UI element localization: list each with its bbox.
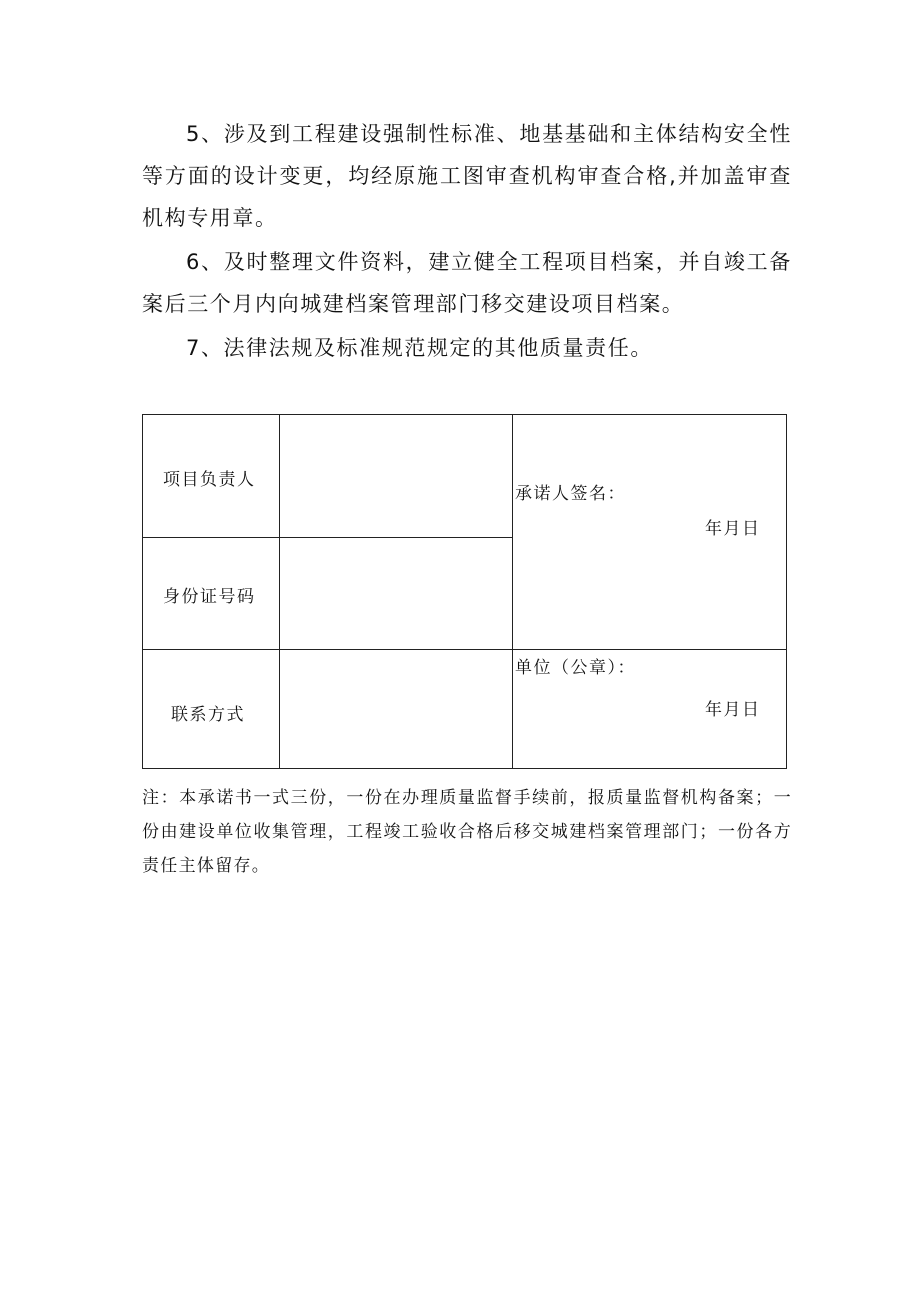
footnote: 注：本承诺书一式三份，一份在办理质量监督手续前，报质量监督机构备案；一份由建设单位收集管理，工程竣工验收合格后移交城建档案管理部门；一份各方责任主体留存。: [142, 788, 792, 876]
project-manager-label: 项目负责人: [163, 470, 256, 490]
clause-7-paragraph: 7、法律法规及标准规范规定的其他质量责任。: [186, 336, 653, 360]
contact-method-label: 联系方式: [171, 705, 245, 725]
clause-5-paragraph: 5、涉及到工程建设强制性标准、地基基础和主体结构安全性等方面的设计变更，均经原施工图审查机构审查合格,并加盖审查机构专用章。: [142, 122, 792, 230]
table-divider-horizontal-2: [143, 649, 786, 650]
company-seal-label: 单位（公章）：: [515, 658, 636, 678]
seal-date-label: 年月日: [705, 700, 761, 720]
clause-6-paragraph: 6、及时整理文件资料，建立健全工程项目档案，并自竣工备案后三个月内向城建档案管理部门移交建设项目档案。: [142, 250, 792, 316]
signature-date-label: 年月日: [705, 519, 761, 539]
commitment-table: [142, 414, 787, 769]
id-number-label: 身份证号码: [163, 587, 256, 607]
signature-label: 承诺人签名：: [515, 484, 626, 504]
table-divider-vertical-2: [512, 415, 513, 768]
table-divider-horizontal-1: [143, 537, 513, 538]
table-divider-vertical-1: [279, 415, 280, 768]
